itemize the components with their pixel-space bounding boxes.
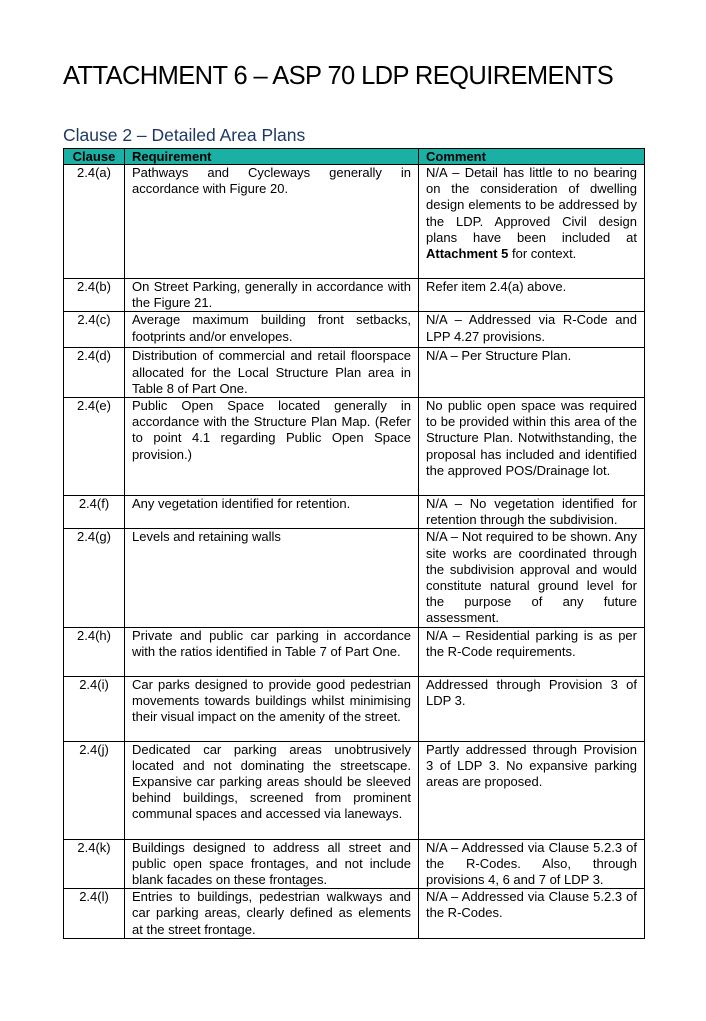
comment-cell: N/A – Addressed via Clause 5.2.3 of the R-Codes. Also, through provisions 4, 6 and 7 of LDP 3. [419,839,645,889]
comment-cell: No public open space was required to be provided within this area of the Structure Plan. Notwithstanding, the proposal has included and identified the approved POS/Drainage lot. [419,398,645,496]
clause-cell: 2.4(d) [64,348,125,398]
table-row [64,741,645,839]
table-row [64,496,645,529]
table-row [64,529,645,627]
section-heading: Clause 2 – Detailed Area Plans [63,125,306,145]
table-row [64,279,645,312]
comment-cell: N/A – Per Structure Plan. [419,348,645,398]
clause-cell: 2.4(i) [64,676,125,741]
requirement-cell: Levels and retaining walls [125,529,419,627]
attachment-reference: Attachment 5 [426,246,509,262]
comment-cell: Refer item 2.4(a) above. [419,279,645,312]
table-row [64,889,645,939]
clause-cell: 2.4(c) [64,312,125,348]
clause-cell: 2.4(j) [64,741,125,839]
clause-cell: 2.4(k) [64,839,125,889]
requirement-cell: Distribution of commercial and retail floorspace allocated for the Local Structure Plan area in Table 8 of Part One. [125,348,419,398]
clause-cell: 2.4(h) [64,627,125,676]
comment-text-end: for context. [511,246,577,262]
requirement-cell: Entries to buildings, pedestrian walkways and car parking areas, clearly defined as elements at the street frontage. [125,889,419,939]
requirement-cell: Any vegetation identified for retention. [125,496,419,529]
table-header-row [64,149,645,165]
table-row [64,312,645,348]
comment-cell: Addressed through Provision 3 of LDP 3. [419,676,645,741]
table-row [64,348,645,398]
requirement-cell: Pathways and Cycleways generally in accordance with Figure 20. [125,165,419,279]
comment-cell: N/A – Addressed via Clause 5.2.3 of the R-Codes. [419,889,645,939]
clause-cell: 2.4(f) [64,496,125,529]
table-row [64,627,645,676]
page-title: ATTACHMENT 6 – ASP 70 LDP REQUIREMENTS [63,62,614,90]
clause-cell: 2.4(g) [64,529,125,627]
comment-text: N/A – Detail has little to no bearing on the consideration of dwelling design elements to be addressed by the LDP. Approved Civil design plans have been included at [426,165,637,245]
comment-cell: N/A – Residential parking is as per the R-Code requirements. [419,627,645,676]
requirement-cell: Public Open Space located generally in accordance with the Structure Plan Map. (Refer to point 4.1 regarding Public Open Space provision.) [125,398,419,496]
requirement-cell: On Street Parking, generally in accordance with the Figure 21. [125,279,419,312]
clause-cell: 2.4(a) [64,165,125,279]
table-row [64,398,645,496]
comment-cell: N/A – Not required to be shown. Any site works are coordinated through the subdivision approval and would constitute natural ground level for the purpose of any future assessment. [419,529,645,627]
requirements-table [63,148,645,939]
comment-cell [419,165,645,279]
requirement-cell: Average maximum building front setbacks, footprints and/or envelopes. [125,312,419,348]
clause-cell: 2.4(b) [64,279,125,312]
column-header-comment: Comment [419,149,645,165]
comment-cell: Partly addressed through Provision 3 of LDP 3. No expansive parking areas are proposed. [419,741,645,839]
table-row [64,676,645,741]
clause-cell: 2.4(e) [64,398,125,496]
column-header-requirement: Requirement [125,149,419,165]
comment-cell: N/A – No vegetation identified for retention through the subdivision. [419,496,645,529]
table-row [64,165,645,279]
table-row [64,839,645,889]
requirement-cell: Car parks designed to provide good pedestrian movements towards buildings whilst minimising their visual impact on the amenity of the street. [125,676,419,741]
column-header-clause: Clause [64,149,125,165]
requirement-cell: Buildings designed to address all street and public open space frontages, and not include blank facades on these frontages. [125,839,419,889]
requirement-cell: Private and public car parking in accordance with the ratios identified in Table 7 of Part One. [125,627,419,676]
requirement-cell: Dedicated car parking areas unobtrusively located and not dominating the streetscape. Expansive car parking areas should be sleeved behind buildings, screened from prominent communal spaces and accessed via laneways. [125,741,419,839]
clause-cell: 2.4(l) [64,889,125,939]
comment-cell: N/A – Addressed via R-Code and LPP 4.27 provisions. [419,312,645,348]
